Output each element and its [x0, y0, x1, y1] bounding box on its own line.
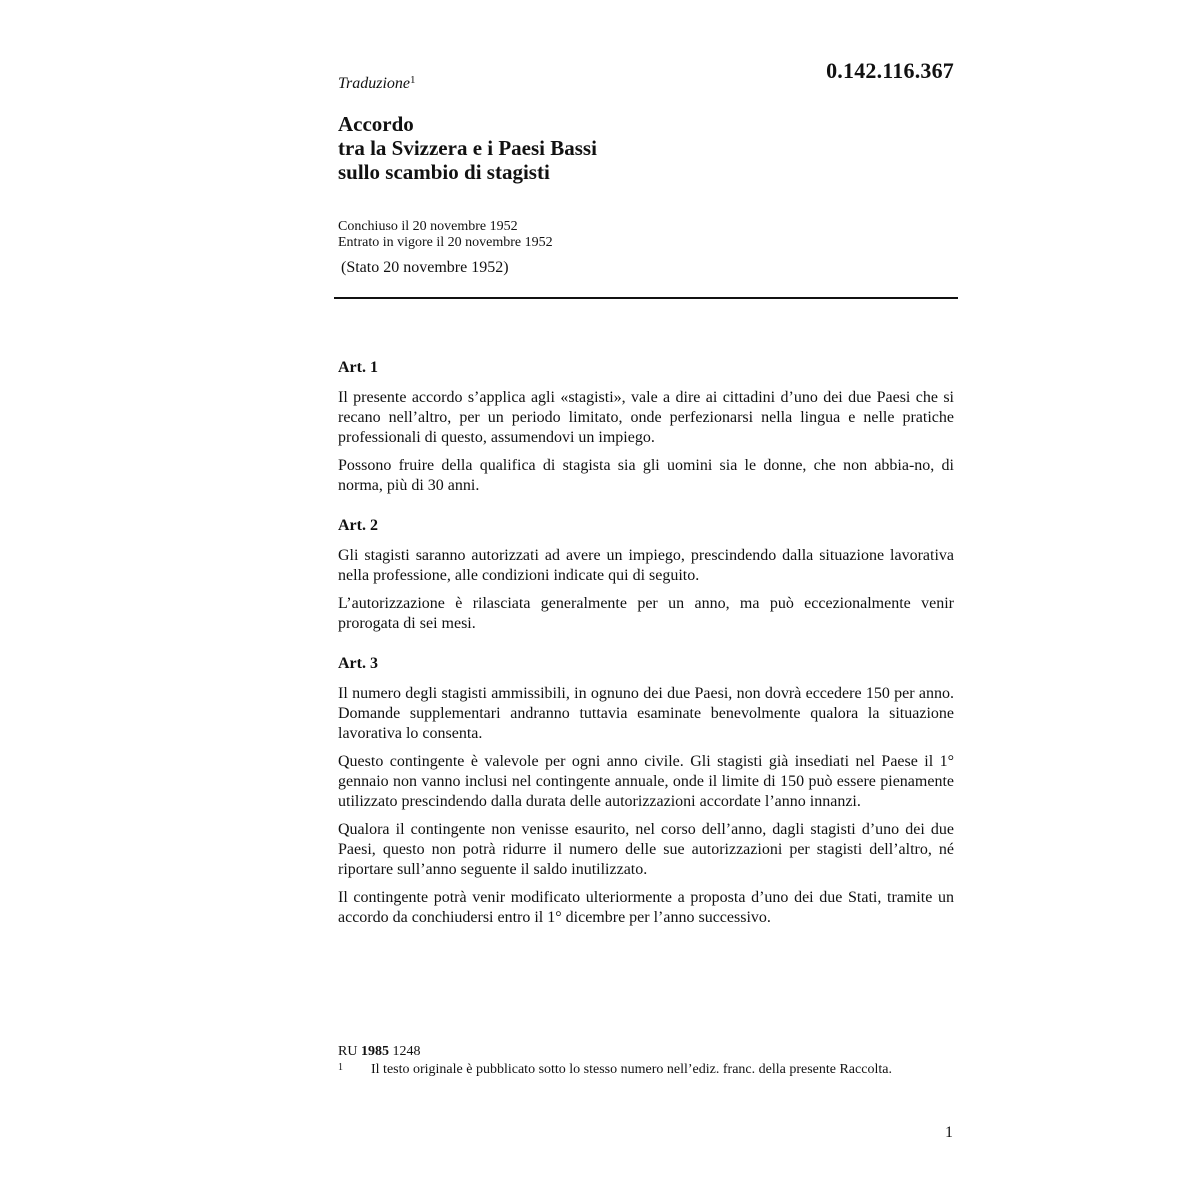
page-number: 1: [945, 1124, 953, 1141]
footnote-mark: 1: [338, 1062, 343, 1073]
document-title: [338, 112, 597, 184]
translation-footnote-ref[interactable]: 1: [410, 74, 416, 86]
article-3: [338, 654, 954, 928]
in-force-date: Entrato in vigore il 20 novembre 1952: [338, 235, 553, 250]
footnotes: [338, 1043, 938, 1078]
status-date: (Stato 20 novembre 1952): [341, 259, 509, 276]
article-1: [338, 358, 954, 496]
article-heading: Art. 1: [338, 359, 378, 376]
article-heading: Art. 3: [338, 655, 378, 672]
title-line: tra la Svizzera e i Paesi Bassi: [338, 136, 597, 160]
ru-year: 1985: [360, 1044, 389, 1059]
article-paragraph: L’autorizzazione è rilasciata generalmente per un anno, ma può eccezionalmente venir prorogata di sei mesi.: [338, 595, 954, 632]
article-paragraph: Il presente accordo s’applica agli «stagisti», vale a dire ai cittadini d’uno dei due Paesi che si recano nell’altro, per un periodo limitato, onde perfezionarsi nella lingua e nelle pratiche professionali di questo, assumendovi un impiego.: [338, 389, 954, 446]
article-paragraph: Possono fruire della qualifica di stagista sia gli uomini sia le donne, che non abbia-no, di norma, più di 30 anni.: [338, 457, 954, 494]
article-paragraph: Il contingente potrà venir modificato ulteriormente a proposta d’uno dei due Stati, tramite un accordo da conchiudersi entro il 1° dicembre per l’anno successivo.: [338, 889, 954, 926]
title-line: sullo scambio di stagisti: [338, 160, 550, 184]
translation-label: [338, 74, 416, 93]
article-paragraph: Qualora il contingente non venisse esaurito, nel corso dell’anno, dagli stagisti d’uno dei due Paesi, questo non potrà ridurre il numero delle sue autorizzazioni per stagisti dell’altro, né riportare sull’anno seguente il saldo inutilizzato.: [338, 821, 954, 878]
ru-reference: [338, 1043, 938, 1060]
concluded-date: Conchiuso il 20 novembre 1952: [338, 219, 518, 234]
ru-prefix: RU: [338, 1044, 358, 1059]
title-line: Accordo: [338, 112, 414, 136]
articles-body: [338, 358, 954, 948]
sr-number: 0.142.116.367: [826, 58, 954, 83]
article-2: [338, 516, 954, 634]
footnote: [338, 1061, 938, 1078]
article-paragraph: Questo contingente è valevole per ogni anno civile. Gli stagisti già insediati nel Paese il 1° gennaio non vanno inclusi nel contingente annuale, onde il limite di 150 può essere pienamente utilizzato prescindendo dalla durata delle autorizzazioni accordate l’anno innanzi.: [338, 753, 954, 810]
header-divider: [334, 297, 958, 299]
document-metadata: [338, 219, 553, 251]
article-heading: Art. 2: [338, 517, 378, 534]
article-paragraph: Gli stagisti saranno autorizzati ad avere un impiego, prescindendo dalla situazione lavorativa nella professione, alle condizioni indicate qui di seguito.: [338, 547, 954, 584]
ru-page: 1248: [392, 1044, 421, 1059]
footnote-text: Il testo originale è pubblicato sotto lo stesso numero nell’ediz. franc. della presente Raccolta.: [371, 1062, 892, 1077]
article-paragraph: Il numero degli stagisti ammissibili, in ognuno dei due Paesi, non dovrà eccedere 150 per anno. Domande supplementari andranno tuttavia esaminate benevolmente qualora la situazione lavorativa lo consenta.: [338, 685, 954, 742]
translation-label-text: Traduzione: [338, 75, 411, 92]
